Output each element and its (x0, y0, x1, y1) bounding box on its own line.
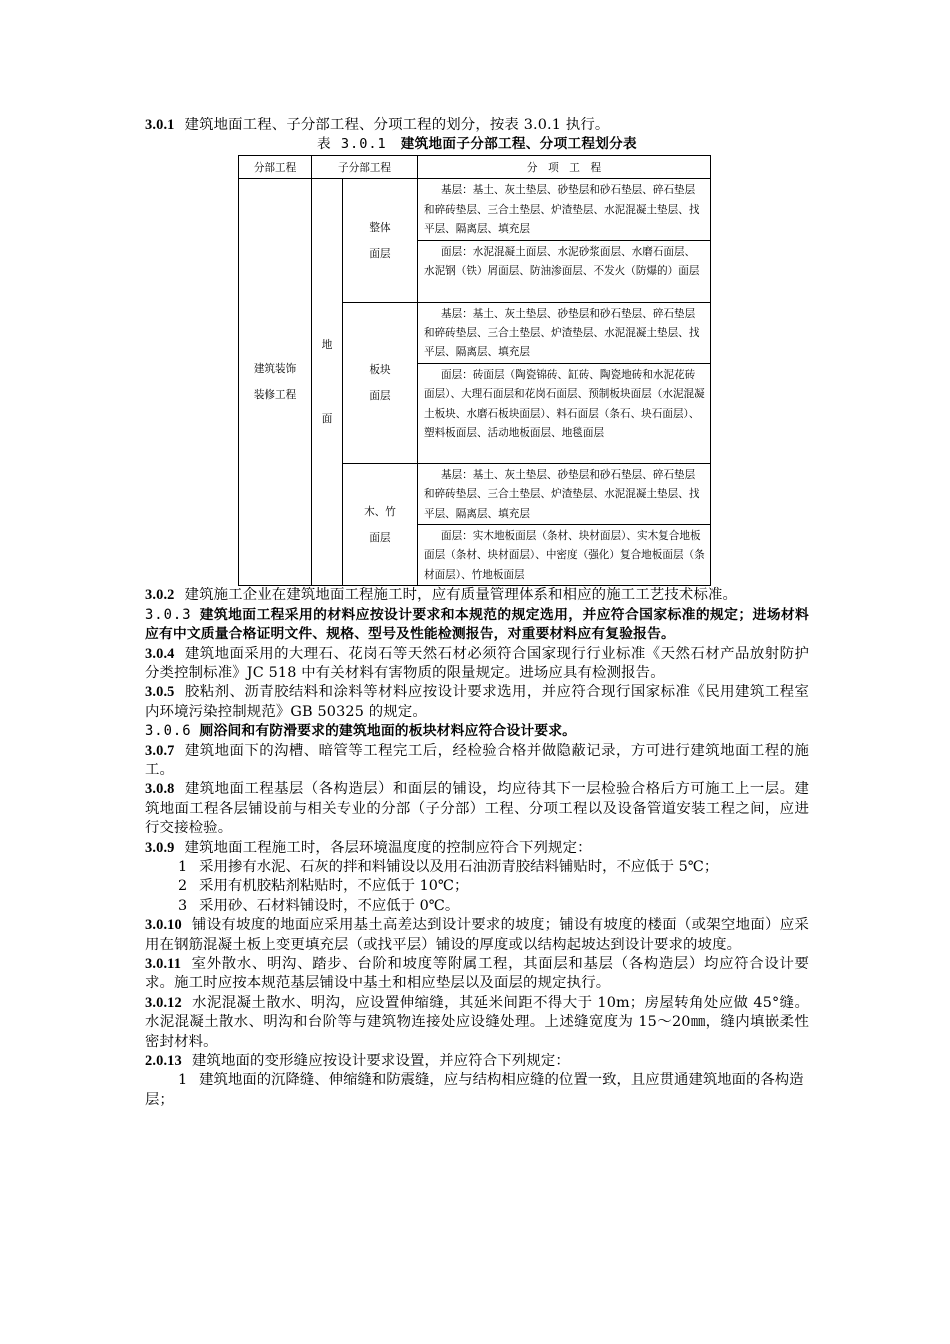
header-division: 分部工程 (239, 156, 312, 179)
item-text: 采用有机胶粘剂粘贴时，不应低于 10℃； (199, 878, 469, 895)
clause-number: 3.0.3 (145, 606, 192, 623)
list-item (145, 1071, 809, 1110)
item-number: 1 (178, 858, 188, 875)
clause-3-0-7 (145, 742, 809, 781)
table-number: 表 3.0.1 (317, 136, 387, 153)
clause-number: 3.0.10 (145, 917, 182, 934)
group-name-cell (343, 302, 418, 463)
base-layer-cell: 基层：基土、灰土垫层、砂垫层和砂石垫层、碎石垫层和碎砖垫层、三合土垫层、炉渣垫层、水泥混凝土垫层、找平层、隔离层、填充层 (418, 463, 711, 524)
table-title: 建筑地面子分部工程、分项工程划分表 (400, 136, 637, 153)
clause-text: 室外散水、明沟、踏步、台阶和坡度等附属工程，其面层和基层（各构造层）均应符合设计要求。施工时应按本规范基层铺设中基土和相应垫层以及面层的规定执行。 (145, 956, 809, 992)
clause-text: 厕浴间和有防滑要求的建筑地面的板块材料应符合设计要求。 (199, 723, 577, 740)
clause-text: 建筑地面工程基层（各构造层）和面层的铺设，均应待其下一层检验合格后方可施工上一层。建筑地面工程各层铺设前与相关专业的分部（子分部）工程、分项工程以及设备管道安装工程之间，应进行交接检验。 (145, 781, 809, 837)
clause-text: 胶粘剂、沥青胶结料和涂料等材料应按设计要求选用，并应符合现行国家标准《民用建筑工程室内环境污染控制规范》GB 50325 的规定。 (145, 684, 809, 720)
surface-layer-cell: 面层：砖面层（陶瓷锦砖、缸砖、陶瓷地砖和水泥花砖面层）、大理石面层和花岗石面层、预制板块面层（水泥混凝土板块、水磨石板块面层）、料石面层（条石、块石面层）、塑料板面层、活动地板面层、地毯面层 (418, 363, 711, 463)
clause-3-0-8 (145, 780, 809, 838)
clause-number: 3.0.7 (145, 742, 175, 759)
item-text: 建筑地面的沉降缝、伸缩缝和防震缝，应与结构相应缝的位置一致，且应贯通建筑地面的各构造层； (145, 1072, 804, 1108)
clause-2-0-13 (145, 1052, 809, 1071)
table-header-row (239, 156, 711, 179)
clause-number: 3.0.1 (145, 117, 175, 133)
clause-3-0-1 (145, 116, 809, 135)
clause-3-0-6 (145, 722, 809, 741)
group-name-line: 木、竹 (364, 505, 396, 518)
table-row (239, 179, 711, 240)
clause-3-0-3 (145, 606, 809, 645)
header-items: 分 项 工 程 (418, 156, 711, 179)
list-item (145, 877, 809, 896)
list-item (145, 897, 809, 916)
clause-text: 建筑地面的变形缝应按设计要求设置，并应符合下列规定： (191, 1053, 570, 1070)
item-number: 1 (178, 1072, 188, 1089)
division-table (238, 155, 711, 586)
clause-text: 水泥混凝土散水、明沟，应设置伸缩缝，其延米间距不得大于 10m；房屋转角处应做 45°缝。水泥混凝土散水、明沟和台阶等与建筑物连接处应设缝处理。上述缝宽度为 15～20㎜，缝内填嵌柔性密封材料。 (145, 994, 809, 1050)
group-name-line: 板块 (369, 363, 391, 376)
clause-3-0-2 (145, 586, 809, 605)
item-number: 3 (178, 897, 188, 914)
sub-division-char: 地 (321, 339, 333, 352)
surface-layer-cell: 面层：水泥混凝土面层、水泥砂浆面层、水磨石面层、水泥钢（铁）屑面层、防油渗面层、不发火（防爆的）面层 (418, 240, 711, 302)
group-name-cell (343, 463, 418, 585)
clause-number: 3.0.4 (145, 645, 175, 662)
clause-3-0-4 (145, 645, 809, 684)
clause-3-0-12 (145, 994, 809, 1052)
list-item (145, 858, 809, 877)
clause-number: 3.0.12 (145, 994, 182, 1011)
clause-number: 2.0.13 (145, 1053, 182, 1070)
clause-3-0-9 (145, 839, 809, 858)
clause-number: 3.0.8 (145, 781, 175, 798)
group-name-line: 整体 (369, 221, 391, 234)
clause-3-0-10 (145, 916, 809, 955)
document-page (145, 116, 809, 1110)
clause-3-0-11 (145, 955, 809, 994)
clause-3-0-5 (145, 683, 809, 722)
group-name-line: 面层 (369, 531, 391, 544)
clause-number: 3.0.5 (145, 684, 175, 701)
clause-text: 建筑地面工程施工时，各层环境温度度的控制应符合下列规定： (184, 839, 592, 856)
group-name-line: 面层 (369, 247, 391, 260)
clause-text: 建筑地面下的沟槽、暗管等工程完工后，经检验合格并做隐蔽记录，方可进行建筑地面工程的施工。 (145, 742, 809, 778)
division-line: 建筑装饰 (253, 363, 297, 376)
clause-text: 建筑地面工程、子分部工程、分项工程的划分，按表 3.0.1 执行。 (184, 117, 610, 133)
item-text: 采用掺有水泥、石灰的拌和料铺设以及用石油沥青胶结料铺贴时，不应低于 5℃； (199, 858, 719, 875)
sub-division-cell (312, 179, 343, 586)
group-name-cell (343, 179, 418, 302)
clause-text: 建筑施工企业在建筑地面工程施工时，应有质量管理体系和相应的施工工艺技术标准。 (184, 587, 738, 604)
sub-division-char: 面 (321, 413, 333, 426)
surface-layer-cell: 面层：实木地板面层（条材、块材面层）、实木复合地板面层（条材、块材面层）、中密度（强化）复合地板面层（条材面层）、竹地板面层 (418, 525, 711, 586)
header-sub-division: 子分部工程 (312, 156, 418, 179)
clause-number: 3.0.6 (145, 723, 192, 740)
division-cell (239, 179, 312, 586)
base-layer-cell: 基层：基土、灰土垫层、砂垫层和砂石垫层、碎石垫层和碎砖垫层、三合土垫层、炉渣垫层、水泥混凝土垫层、找平层、隔离层、填充层 (418, 179, 711, 240)
clause-text: 建筑地面采用的大理石、花岗石等天然石材必须符合国家现行行业标准《天然石材产品放射防护分类控制标准》JC 518 中有关材料有害物质的限量规定。进场应具有检测报告。 (145, 645, 809, 681)
clause-number: 3.0.11 (145, 956, 182, 972)
clause-text: 建筑地面工程采用的材料应按设计要求和本规范的规定选用，并应符合国家标准的规定；进场材料应有中文质量合格证明文件、规格、型号及性能检测报告，对重要材料应有复验报告。 (145, 606, 809, 643)
item-number: 2 (178, 878, 188, 895)
item-text: 采用砂、石材料铺设时，不应低于 0℃。 (199, 897, 460, 914)
division-line: 装修工程 (253, 389, 297, 402)
clause-number: 3.0.2 (145, 587, 175, 604)
base-layer-cell: 基层：基土、灰土垫层、砂垫层和砂石垫层、碎石垫层和碎砖垫层、三合土垫层、炉渣垫层、水泥混凝土垫层、找平层、隔离层、填充层 (418, 302, 711, 363)
clause-number: 3.0.9 (145, 839, 175, 856)
clause-text: 铺设有坡度的地面应采用基土高差达到设计要求的坡度；铺设有坡度的楼面（或架空地面）应采用在钢筋混凝土板上变更填充层（或找平层）铺设的厚度或以结构起坡达到设计要求的坡度。 (145, 917, 809, 953)
table-caption (145, 135, 809, 154)
group-name-line: 面层 (369, 389, 391, 402)
